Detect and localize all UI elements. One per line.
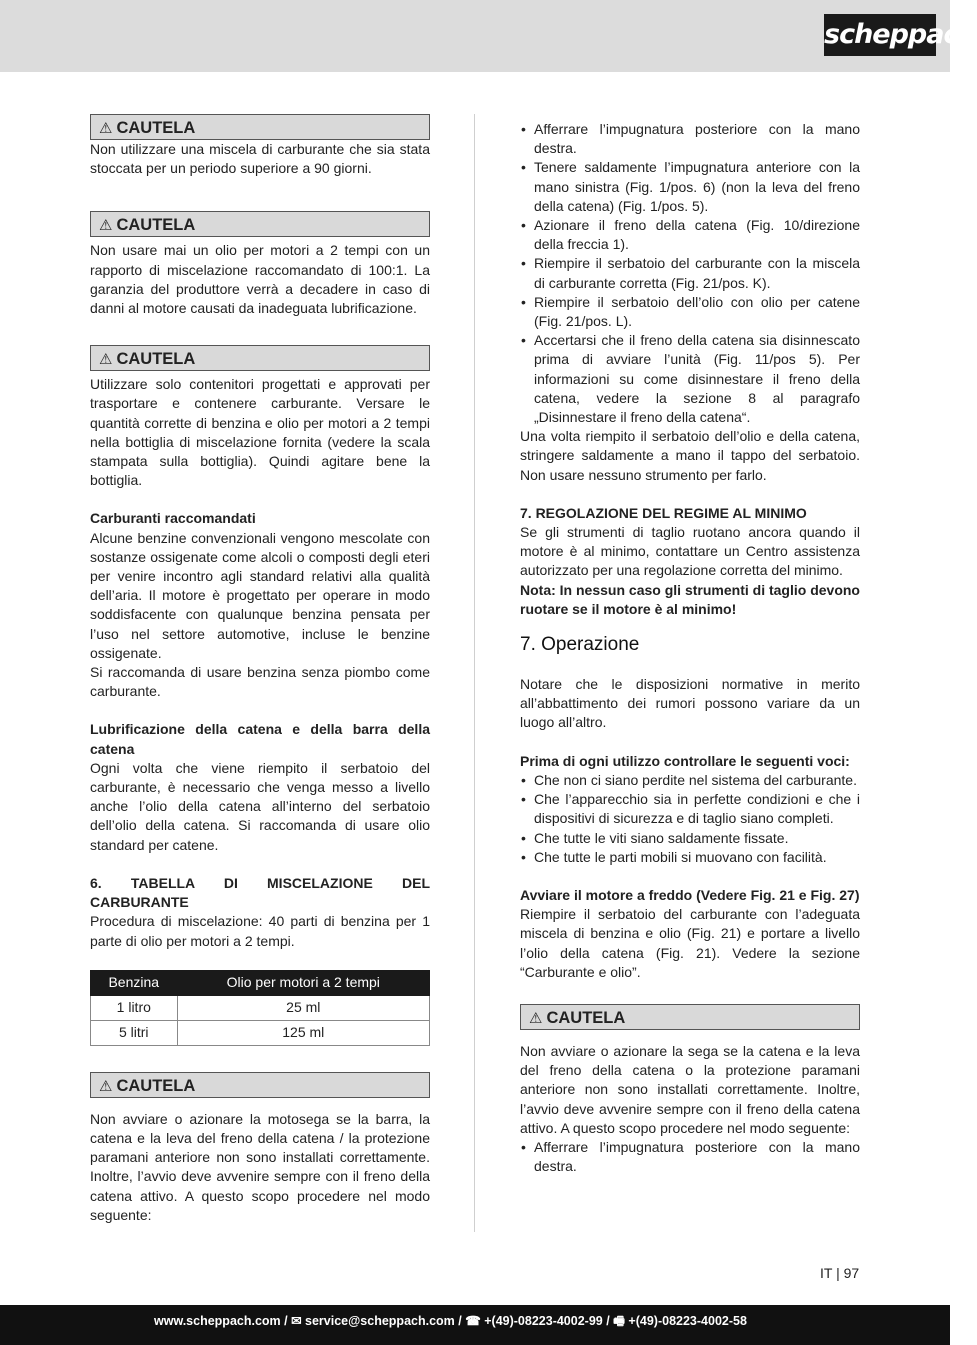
caution-box [90,345,430,371]
caution-box [90,1072,430,1098]
caution-text: Non usare mai un olio per motori a 2 tempi con un rapporto di miscelazione raccomandato di 100:1. La garanzia del produttore verrà a decadere in caso di danni al motore causati da inadeguata lubrificazione. [90,242,430,317]
caution-box [90,114,430,140]
list-item: • Afferrare l’impugnatura posteriore con la mano destra. [520,1138,860,1176]
list-item: • Afferrare l’impugnatura posteriore con la mano destra. [520,120,860,158]
table-header-cell: Benzina [91,970,178,995]
caution-title: CAUTELA [546,1008,626,1027]
bullet-list [520,120,860,427]
list-item: • Che l’apparecchio sia in perfette condizioni e che i dispositivi di sicurezza e di taglio siano completi. [520,790,860,828]
paragraph: Si raccomanda di usare benzina senza piombo come carburante. [90,664,430,700]
table-header-cell: Olio per motori a 2 tempi [177,970,429,995]
table-cell: 1 litro [91,995,178,1020]
list-item: • Che tutte le viti siano saldamente fissate. [520,829,860,848]
section-heading: 6. TABELLA DI MISCELAZIONE DEL CARBURANTE [90,874,430,911]
mixing-table [90,970,430,1046]
right-column [520,114,860,1176]
paragraph: Notare che le disposizioni normative in merito all’abbattimento dei rumori possono variare da un luogo all’altro. [520,676,860,731]
list-item: • Riempire il serbatoio dell’olio con olio per catene (Fig. 21/pos. L). [520,293,860,331]
warning-triangle-icon: ⚠ [99,1077,113,1095]
table-cell: 5 litri [91,1020,178,1045]
table-row [91,995,430,1020]
caution-text: Utilizzare solo contenitori progettati e approvati per trasportare e contenere carburante. Versare le quantità corrette di benzina e olio per motori a 2 tempi nella bottiglia di miscelazione fornita (vedere la scala stampata sulla bottiglia). Quindi agitare bene la bottiglia. [90,376,430,489]
section-heading: Prima di ogni utilizzo controllare le seguenti voci: [520,752,850,769]
caution-box [520,1004,860,1030]
warning-triangle-icon: ⚠ [99,120,113,137]
header-bar [0,0,977,72]
warning-triangle-icon: ⚠ [99,217,113,235]
caution-title: CAUTELA [116,216,196,235]
note-text: Nota: In nessun caso gli strumenti di taglio devono ruotare se il motore è al minimo! [520,581,860,617]
left-column [90,114,430,1225]
caution-title: CAUTELA [116,119,196,137]
bullet-list [520,771,860,867]
caution-text: Non utilizzare una miscela di carburante che sia stata stoccata per un periodo superiore a 90 giorni. [90,141,430,177]
list-item: • Riempire il serbatoio del carburante con la miscela di carburante corretta (Fig. 21/pos. K). [520,254,860,292]
list-item: • Che tutte le parti mobili si muovano con facilità. [520,848,860,867]
section-heading: 7. REGOLAZIONE DEL REGIME AL MINIMO [520,504,807,521]
page-number: IT | 97 [820,1265,860,1281]
caution-title: CAUTELA [116,1076,196,1095]
caution-title: CAUTELA [116,350,196,369]
caution-box [90,211,430,237]
caution-text: Non avviare o azionare la motosega se la barra, la catena e la leva del freno della catena / la protezione paramani anteriore non sono installati correttamente. Inoltre, l’avvio deve avvenire sempre con il freno della catena attivo. A questo scopo procedere nel modo seguente: [90,1110,430,1223]
list-item: • Accertarsi che il freno della catena sia disinnescato prima di avviare l’unità (Fig. 11/pos 5). Per informazioni su come disinnestare il freno della catena, vedere la sezione 8 al paragrafo „Disinnestare il freno della catena“. [520,331,860,427]
footer-contact: www.scheppach.com / ✉ service@scheppach.com / ☎ +(49)-08223-4002-99 / 🖷 +(49)-08223-4002-58 [154,1314,747,1328]
section-heading: Carburanti raccomandati [90,510,256,527]
list-item: • Che non ci siano perdite nel sistema del carburante. [520,771,860,790]
warning-triangle-icon: ⚠ [529,1009,543,1027]
paragraph: Alcune benzine convenzionali vengono mescolate con sostanze ossigenate come alcoli o composti degli eteri per venire incontro agli standard relativi alla qualità dell’aria. Il motore è progettato per operare in modo soddisfacente con qualunque benzina pensata per l’uso nel settore automotive, incluse le benzine ossigenate. [90,529,430,661]
list-item: • Azionare il freno della catena (Fig. 10/direzione della freccia 1). [520,216,860,254]
warning-triangle-icon: ⚠ [99,351,113,369]
paragraph: Una volta riempito il serbatoio dell’olio e della catena, stringere saldamente a mano il tappo del serbatoio. Non usare nessuno strumento per farlo. [520,428,860,483]
brand-logo: scheppach [824,14,936,56]
bullet-list [520,1138,860,1176]
paragraph: Riempire il serbatoio del carburante con l’adeguata miscela di benzina e olio (Fig. 21) e portare a livello l’olio della catena (Fig. 21). Vedere la sezione “Carburante e olio”. [520,906,860,980]
paragraph: Ogni volta che viene riempito il serbatoio del carburante, è necessario che venga messo a livello anche l’olio della catena all’interno del serbatoio dell’olio della catena. Si raccomanda di usare olio standard per catene. [90,759,430,853]
table-header-row [91,970,430,995]
column-divider [474,114,475,1232]
paragraph: Se gli strumenti di taglio ruotano ancora quando il motore è al minimo, contattare un Centro assistenza autorizzato per una regolazione corretta del minimo. [520,524,860,579]
section-heading: Lubrificazione della catena e della barra della catena [90,721,430,757]
paragraph: Procedura di miscelazione: 40 parti di benzina per 1 parte di olio per motori a 2 tempi. [90,913,430,949]
list-item: • Tenere saldamente l’impugnatura anteriore con la mano sinistra (Fig. 1/pos. 6) (non la leva del freno della catena) (Fig. 1/pos. 5). [520,158,860,216]
caution-text: Non avviare o azionare la sega se la catena e la leva del freno della catena o la protezione paramani anteriore non sono installati correttamente. Inoltre, l’avvio deve avvenire sempre con il freno della catena attivo. A questo scopo procedere nel modo seguente: [520,1042,860,1136]
table-row [91,1020,430,1045]
table-cell: 25 ml [177,995,429,1020]
chapter-heading: 7. Operazione [520,634,640,656]
section-heading: Avviare il motore a freddo (Vedere Fig. 21 e Fig. 27) [520,886,860,903]
table-cell: 125 ml [177,1020,429,1045]
